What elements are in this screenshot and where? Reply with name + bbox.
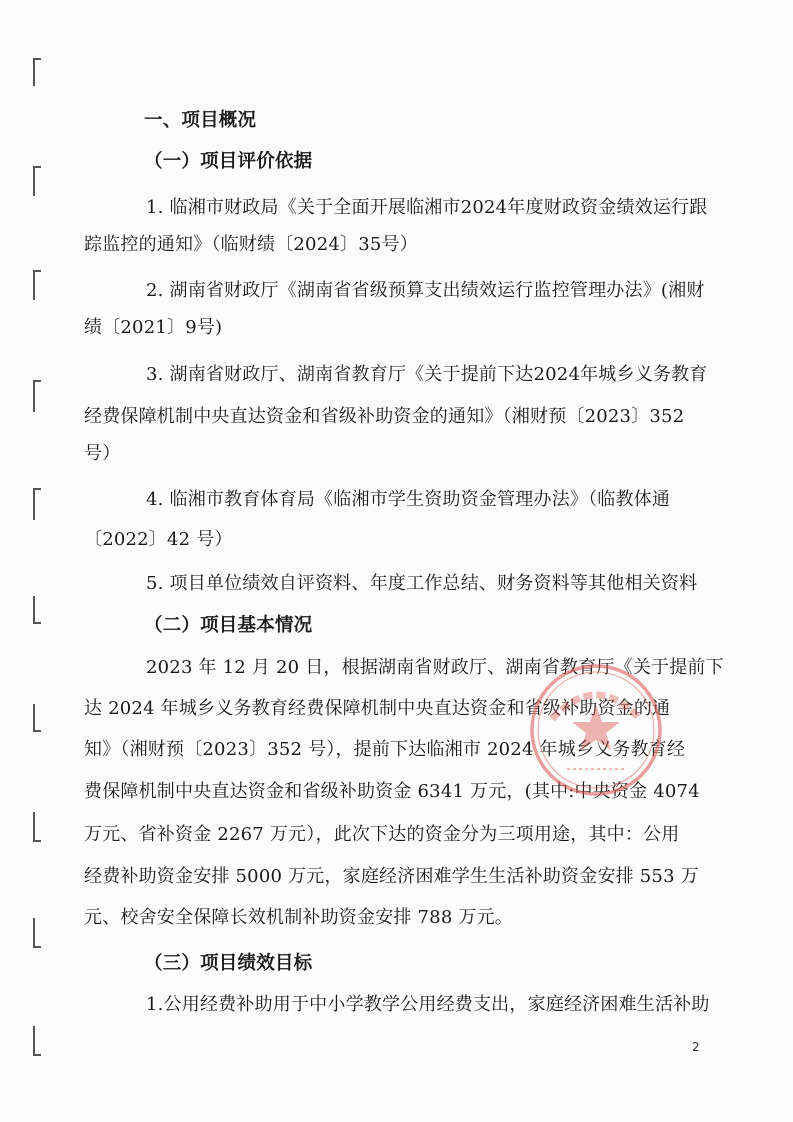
binding-mark [33,58,41,86]
section-title-basic-info: （二）项目基本情况 [144,615,313,636]
section-title-performance-goals: （三）项目绩效目标 [144,953,313,974]
basis-item-3-line-1: 3. 湖南省财政厅、湖南省教育厅《关于提前下达2024年城乡义务教育 [146,364,708,385]
basic-info-line-1: 2023 年 12 月 20 日，根据湖南省财政厅、湖南省教育厅《关于提前下 [146,657,724,678]
section-title-evaluation-basis: （一）项目评价依据 [144,151,313,172]
binding-mark [33,918,41,948]
page-number: 2 [692,1040,700,1054]
binding-mark [33,704,41,732]
basis-item-4-line-1: 4. 临湘市教育体育局《临湘市学生资助资金管理办法》（临教体通 [146,489,671,510]
basic-info-line-3: 知》（湘财预〔2023〕352 号），提前下达临湘市 2024 年城乡义务教育经 [84,739,686,760]
binding-mark [33,488,41,520]
basis-item-4-line-2: 〔2022〕42 号） [84,529,233,550]
heading-project-overview: 一、项目概况 [144,110,257,131]
basic-info-line-7: 元、校舍安全保障长效机制补助资金安排 788 万元。 [84,907,513,928]
binding-mark [33,596,41,624]
basis-item-3-line-2: 经费保障机制中央直达资金和省级补助资金的通知》（湘财预〔2023〕352 [84,406,685,427]
basis-item-2-line-1: 2. 湖南省财政厅《湖南省省级预算支出绩效运行监控管理办法》(湘财 [146,280,705,301]
basic-info-line-4: 费保障机制中央直达资金和省级补助资金 6341 万元，(其中:中央资金 4074 [84,781,700,802]
binding-mark [33,166,41,196]
official-seal-icon [527,661,665,799]
binding-mark [33,380,41,412]
binding-mark [33,812,41,842]
binding-mark [33,270,41,300]
performance-goals-line-1: 1.公用经费补助用于中小学教学公用经费支出，家庭经济困难生活补助 [146,994,710,1015]
basis-item-2-line-2: 绩〔2021〕9号) [84,317,223,338]
basic-info-line-5: 万元、省补资金 2267 万元），此次下达的资金分为三项用途，其中：公用 [84,824,680,845]
basis-item-5-line-1: 5. 项目单位绩效自评资料、年度工作总结、财务资料等其他相关资料 [146,573,698,594]
basic-info-line-2: 达 2024 年城乡义务教育经费保障机制中央直达资金和省级补助资金的通 [84,698,671,719]
binding-mark [33,1026,41,1056]
basis-item-1-line-2: 踪监控的通知》（临财绩〔2024〕35号） [84,234,418,255]
basis-item-1-line-1: 1. 临湘市财政局《关于全面开展临湘市2024年度财政资金绩效运行跟 [146,197,708,218]
basic-info-line-6: 经费补助资金安排 5000 万元，家庭经济困难学生生活补助资金安排 553 万 [84,866,699,887]
basis-item-3-line-3: 号） [84,443,121,464]
